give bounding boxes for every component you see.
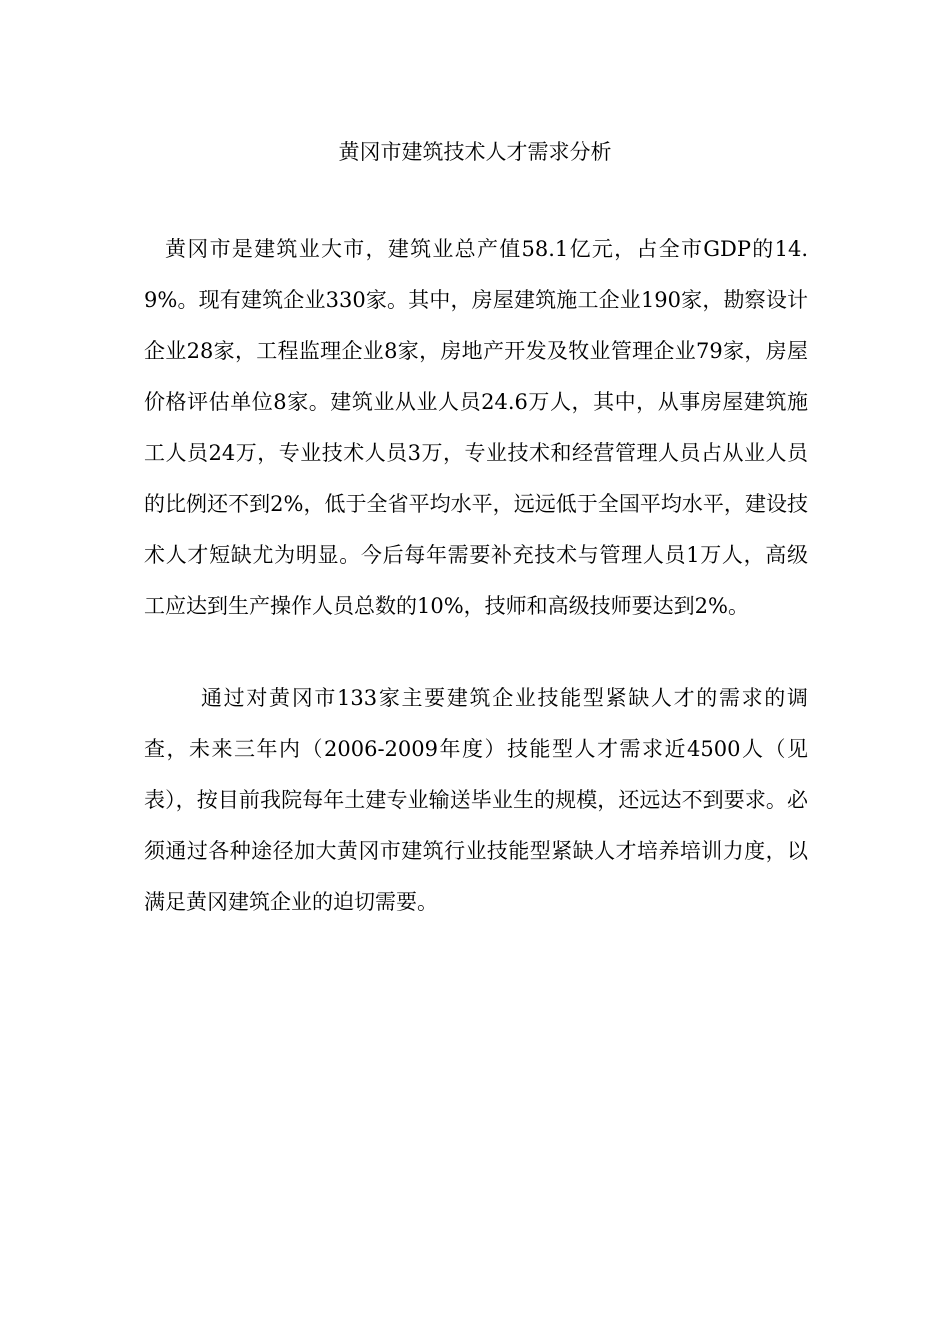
paragraph-industry-overview: 黄冈市是建筑业大市，建筑业总产值58.1亿元，占全市GDP的14.9%。现有建筑企业330家。其中，房屋建筑施工企业190家，勘察设计企业28家，工程监理企业8家，房地产开发及牧业管理企业79家，房屋价格评估单位8家。建筑业从业人员24.6万人，其中，从事房屋建筑施工人员24万，专业技术人员3万，专业技术和经营管理人员占从业人员的比例还不到2%，低于全省平均水平，远远低于全国平均水平，建设技术人才短缺尤为明显。今后每年需要补充技术与管理人员1万人，高级工应达到生产操作人员总数的10%，技师和高级技师要达到2%。	[144, 237, 808, 618]
paragraph-talent-demand-survey: 通过对黄冈市133家主要建筑企业技能型紧缺人才的需求的调查，未来三年内（2006-2009年度）技能型人才需求近4500人（见表），按目前我院每年土建专业输送毕业生的规模，还远达不到要求。必须通过各种途径加大黄冈市建筑行业技能型紧缺人才培养培训力度，以满足黄冈建筑企业的迫切需要。	[144, 686, 808, 914]
document-title: 黄冈市建筑技术人才需求分析	[338, 140, 612, 164]
